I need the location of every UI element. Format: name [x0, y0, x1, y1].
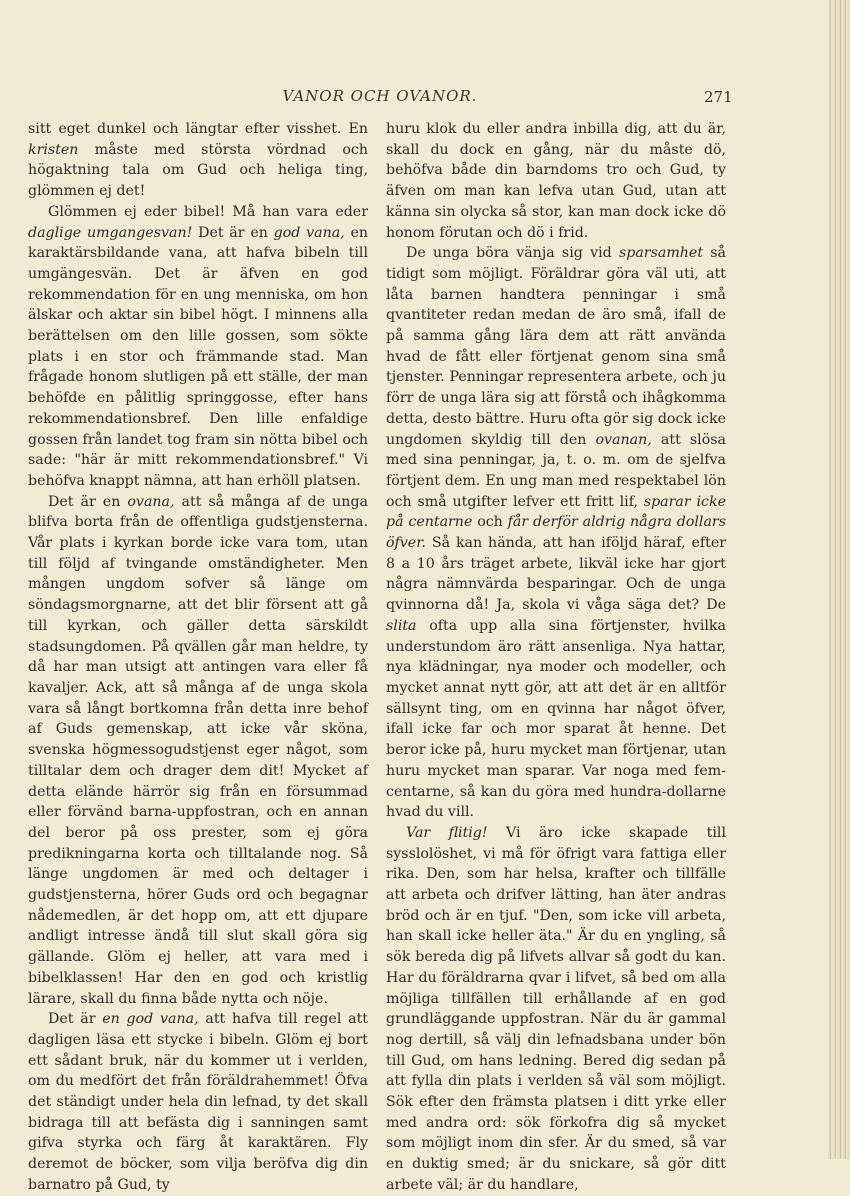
text-run: sitt eget dunkel och längtar efter visshet. En — [28, 121, 368, 137]
running-header: VANOR OCH OVANOR. — [282, 87, 478, 105]
text-run: Vi äro icke skapade till sysslolöshet, vi må för öfrigt vara fattiga eller rika. Den, som har helsa, krafter och tillfälle att arbeta och drifver lätting, han äter andras bröd och är en tjuf. "Den, som icke vill arbeta, han skall icke heller äta." Är du en yngling, så sök bereda dig på lifvets allvar så godt du kan. Har du föräldrarna qvar i lifvet, så bed om alla möjliga tillfällen till erhållande af en god grundläggande uppfostran. När du är gammal nog dertill, så välj din lefnadsbana under bön till Gud, om hans ledning. Bered dig sedan på att fylla din plats i verlden så väl som möjligt. Sök efter den främsta platsen i ditt yrke eller med andra ord: sök förkofra dig så mycket som möjligt inom din sfer. Är du smed, så var en duktig smed; är du snickare, så gör ditt arbete väl; är du handlare, — [386, 824, 726, 1193]
italic-phrase: Var flitig! — [406, 824, 488, 841]
page-number: 271 — [704, 88, 733, 106]
text-run: så tidigt som möjligt. Föräldrar göra väl uti, att låta barnen handtera penningar i små qvantiteter redan medan de äro små, ifall de på samma gång lära dem att rätt använda hvad de fått eller förtjenat genom sina små tjenster. Penningar representera arbete, och ju förr de unga lära sig att förstå och ihågkomma detta, desto bättre. Huru ofta gör sig dock icke ungdomen skyldig till den — [386, 245, 727, 448]
text-run: och — [472, 514, 508, 531]
text-run: huru klok du eller andra inbilla dig, att du är, skall du dock en gång, när du måste dö, behöfva både din barndoms tro och Gud, ty äfven om man kan lefva utan Gud, utan att känna sin olycka så stor, kan man dock icke dö honom förutan och dö i frid. — [386, 121, 726, 241]
page-edge-stack — [828, 0, 850, 1159]
italic-phrase: daglige umgangesvan! — [28, 224, 193, 241]
text-run: Glömmen ej eder bibel! Må han vara eder — [48, 203, 368, 220]
text-run: att så många af de unga blifva borta från de offentliga gudstjensterna. Vår plats i kyrkan borde icke vara tom, utan till följd af tvingande omständigheter. Men mången ungdom sofver så länge om söndagsmorgnarne, att det blir försent att gå till kyrkan, och gäller detta särskildt stadsungdomen. På qvällen går man heldre, ty då har man utsigt att antingen vara eller få kavaljer. Ack, att så många af de unga skola vara så långt bortkomna från detta inre behof af Guds gemenskap, att icke vår sköna, svenska högmessogudstjenst eger något, som tilltalar dem och drager dem dit! Mycket af detta elände härrör sig från en försummad eller förvänd barna-uppfostran, och en annan del beror på oss prester, som ej göra predikningarna korta och tilltalande nog. Så länge ungdomen är med och deltager i gudstjensterna, hörer Guds ord och begagnar nådemedlen, är det hopp om, att ett djupare andligt intresse ändå till slut skall göra sig gällande. Glöm ej heller, att vara med i bibelklassen! Har den en god och kristlig lärare, skall du finna både nytta och nöje. — [28, 493, 368, 1007]
paragraph — [28, 492, 368, 1010]
italic-phrase: ovana, — [127, 493, 175, 510]
text-run: en karaktärsbildande vana, att hafva bibeln till umgängesvän. Det är äfven en god rekommendation för en ung menniska, om hon älskar och aktar sin bibel högt. I minnens alla berättelsen om den lille gossen, som sökte plats i en stor och främmande stad. Man frågade honom slutligen på ett ställe, der man behöfde en pålitlig springgosse, efter hans rekommendationsbref. Den lille enfaldige gossen från landet tog fram sin nötta bibel och sade: "här är mitt rekommendationsbref." Vi behöfva knappt nämna, att han erhöll platsen. — [28, 224, 369, 489]
text-run: måste med största vördnad och högaktning tala om Gud och heliga ting, glömmen ej det! — [28, 141, 368, 200]
paragraph — [28, 1009, 368, 1195]
text-run: ofta upp alla sina förtjenster, hvilka understundom äro rätt ansenliga. Nya hattar, nya klädningar, nya moder och modeller, och mycket annat nytt gör, att att det är en alltför sällsynt ting, om en qvinna har något öfver, ifall icke far och mor sparat åt henne. Det beror icke på, huru mycket man förtjenar, utan huru mycket man sparar. Var noga med fem-centarne, så kan du göra med hundra-dollarne hvad du vill. — [386, 617, 726, 821]
text-run: Det är — [48, 1011, 103, 1028]
paragraph — [28, 119, 368, 202]
italic-phrase: slita — [386, 617, 417, 634]
left-column — [28, 119, 368, 1196]
text-run: Så kan hända, att han iföljd häraf, efter 8 a 10 års träget arbete, likväl icke har gjort några nämnvärda besparingar. Och de unga qvinnorna då! Ja, skola vi våga säga det? De — [386, 535, 726, 614]
italic-phrase: sparsamhet — [618, 245, 704, 262]
italic-phrase: en god vana, — [102, 1011, 199, 1028]
italic-phrase: sparar icke på centarne — [386, 493, 726, 531]
italic-phrase: kristen — [28, 141, 79, 158]
text-run: De unga böra vänja sig vid — [406, 245, 619, 262]
italic-phrase: får derför aldrig några dollars öfver. — [386, 514, 726, 552]
right-column — [386, 119, 726, 1196]
paragraph — [386, 119, 726, 243]
text-run: att hafva till regel att dagligen läsa ett stycke i bibeln. Glöm ej bort ett sådant bruk, när du kommer ut i verlden, om du medfört det från föräldrahemmet! Öfva det ständigt under hela din lefnad, ty det skall bidraga till att befästa dig i sanningen samt gifva styrka och färg åt karaktären. Fly deremot de böcker, som vilja beröfva dig din barnatro på Gud, ty — [28, 1011, 368, 1193]
paragraph — [386, 823, 726, 1196]
text-run: Det är en — [48, 493, 128, 510]
italic-phrase: god vana, — [273, 224, 345, 241]
paragraph — [386, 243, 726, 823]
text-run: Det är en — [192, 224, 274, 241]
text-run: att slösa med sina penningar, ja, t. o. m. om de sjelfva förtjent dem. En ung man med respektabel lön och små utgifter lefver ett fritt lif, — [386, 431, 726, 510]
italic-phrase: ovanan, — [595, 431, 652, 448]
paragraph — [28, 202, 368, 492]
